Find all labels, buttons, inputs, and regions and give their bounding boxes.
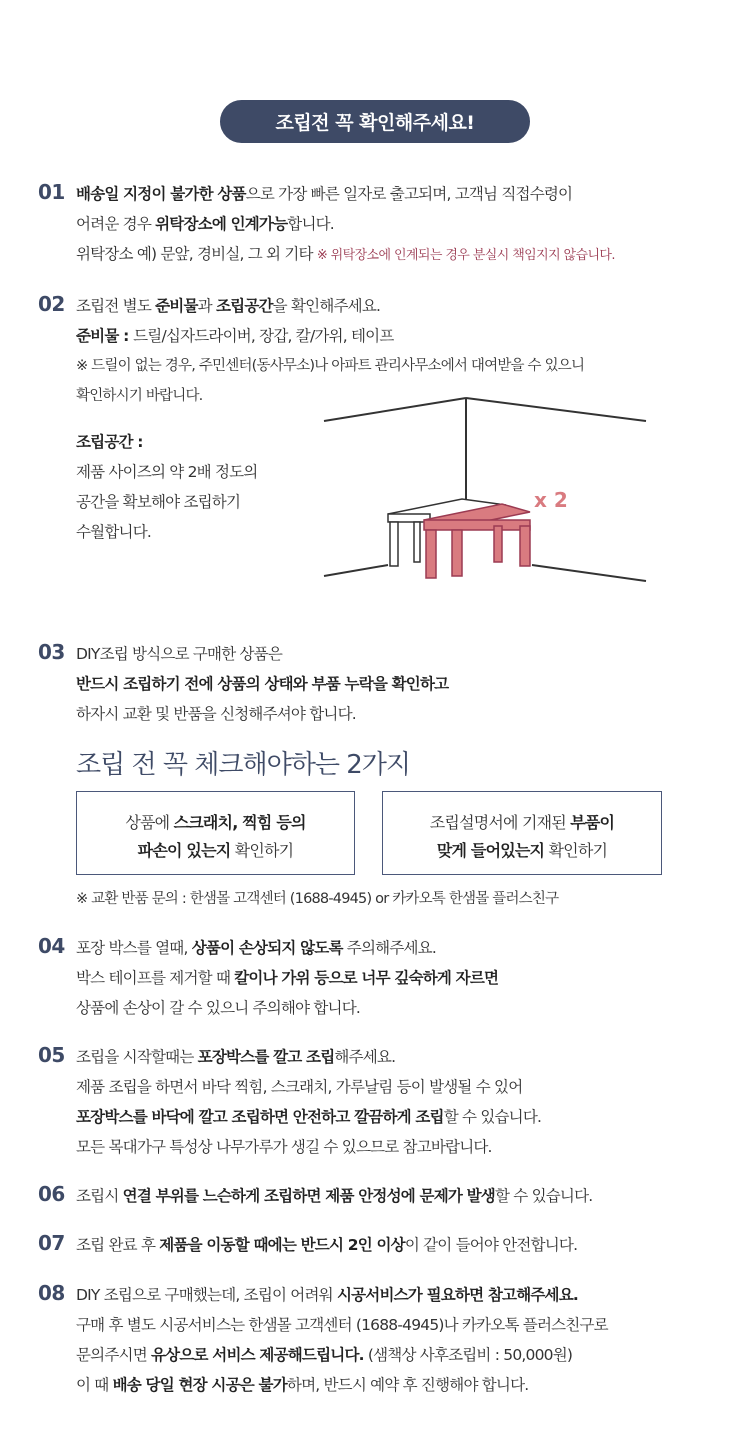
section-number: 04 xyxy=(38,934,65,958)
check-box-parts: 조립설명서에 기재된 부품이 맞게 들어있는지 확인하기 xyxy=(382,791,662,875)
check-title: 조립 전 꼭 체크해야하는 2가지 xyxy=(76,750,410,780)
section-number: 03 xyxy=(38,640,65,664)
multiplier-label: x 2 xyxy=(534,488,568,512)
check-box-scratch: 상품에 스크래치, 찍힘 등의 파손이 있는지 확인하기 xyxy=(76,791,355,875)
space-title: 조립공간 : xyxy=(76,433,143,451)
header-badge: 조립전 꼭 확인해주세요! xyxy=(220,100,530,143)
section-number: 01 xyxy=(38,180,65,204)
wall-line-right xyxy=(466,398,646,421)
floor-line-right xyxy=(532,565,646,581)
wall-line-left xyxy=(324,398,466,421)
contact-note: ※ 교환 반품 문의 : 한샘몰 고객센터 (1688-4945) or 카카오톡 한샘몰 플러스친구 xyxy=(76,891,559,907)
assembly-space-illustration xyxy=(320,393,650,588)
floor-line-left xyxy=(324,565,388,576)
section-number: 05 xyxy=(38,1043,65,1067)
section-number: 08 xyxy=(38,1281,65,1305)
section-number: 07 xyxy=(38,1231,65,1255)
red-note: ※ 위탁장소에 인계되는 경우 분실시 책임지지 않습니다. xyxy=(316,248,615,263)
section-number: 02 xyxy=(38,292,65,316)
section-number: 06 xyxy=(38,1182,65,1206)
